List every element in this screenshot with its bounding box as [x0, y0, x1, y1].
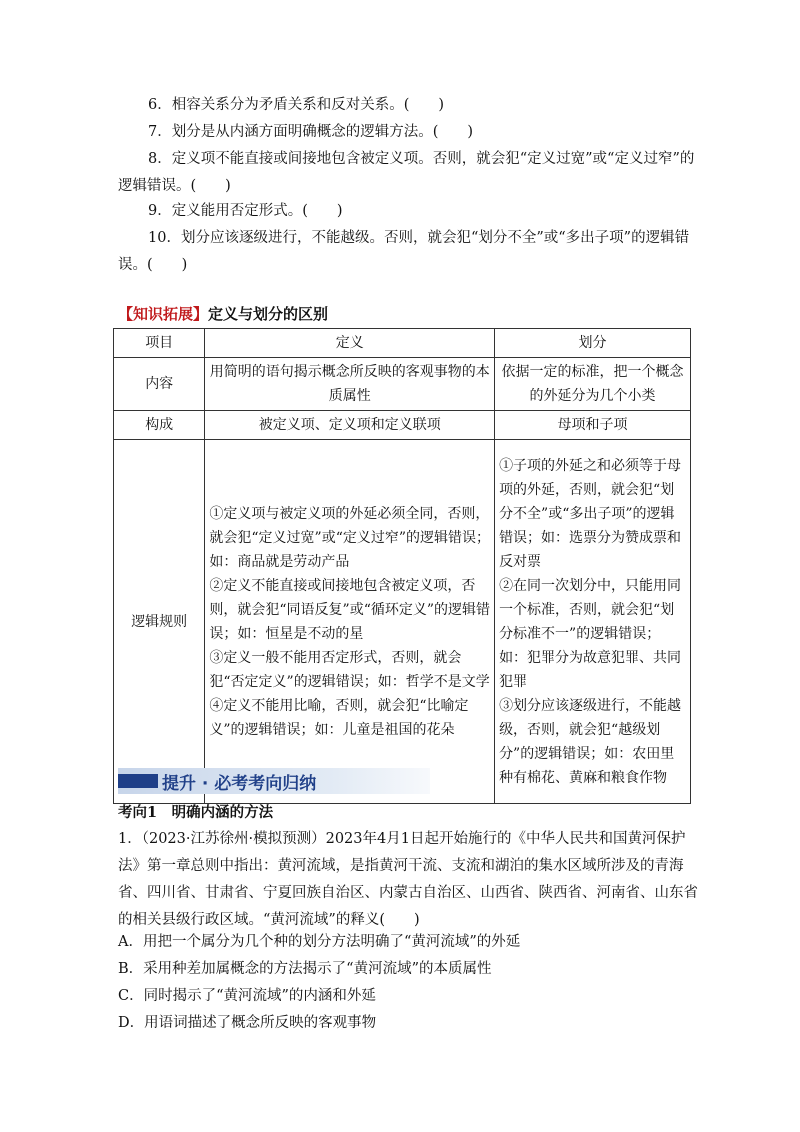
knowledge-bracket: 【知识拓展】 [118, 305, 209, 323]
banner-bar [118, 774, 158, 788]
question-10: 10．划分应该逐级进行，不能越级。否则，就会犯“划分不全”或“多出子项”的逻辑错误。( ) [118, 230, 690, 273]
comparison-table [113, 328, 691, 804]
table-cell: 用简明的语句揭示概念所反映的客观事物的本质属性 [205, 358, 495, 411]
option-b: B．采用种差加属概念的方法揭示了“黄河流域”的本质属性 [118, 961, 492, 977]
table-row-content [114, 358, 691, 411]
question-stem: 1．（2023·江苏徐州·模拟预测）2023年4月1日起开始施行的《中华人民共和国黄河保护法》第一章总则中指出：黄河流域，是指黄河干流、支流和湖泊的集水区域所涉及的青海省、四川省、甘肃省、宁夏回族自治区、内蒙古自治区、山西省、陕西省、河南省、山东省的相关县级行政区域。“黄河流域”的释义( ) [118, 831, 698, 928]
question-9: 9．定义能用否定形式。( ) [148, 203, 343, 219]
section-banner [118, 768, 430, 794]
definition-rule: ③定义一般不能用否定形式，否则，就会犯“否定定义”的逻辑错误；如：哲学不是文学 [209, 649, 490, 690]
table-row-rules [114, 440, 691, 804]
topic-heading: 考向1 明确内涵的方法 [118, 804, 274, 821]
option-a: A．用把一个属分为几个种的划分方法明确了“黄河流域”的外延 [118, 934, 521, 950]
table-header-cell: 划分 [495, 329, 691, 358]
definition-rule: ②定义不能直接或间接地包含被定义项，否则，就会犯“同语反复”或“循环定义”的逻辑错误；如：恒星是不动的星 [209, 577, 491, 642]
table-header-cell: 定义 [205, 329, 495, 358]
option-c: C．同时揭示了“黄河流域”的内涵和外延 [118, 988, 376, 1004]
question-6: 6．相容关系分为矛盾关系和反对关系。( ) [148, 97, 445, 113]
table-header-row [114, 329, 691, 358]
question-7: 7．划分是从内涵方面明确概念的逻辑方法。( ) [148, 124, 474, 140]
definition-rule: ④定义不能用比喻，否则，就会犯“比喻定义”的逻辑错误；如：儿童是祖国的花朵 [209, 697, 469, 738]
table-cell: 母项和子项 [495, 411, 691, 440]
table-row-form [114, 411, 691, 440]
division-rule: ③划分应该逐级进行，不能越级，否则，就会犯“越级划分”的逻辑错误；如：农田里种有棉花、黄麻和粮食作物 [499, 697, 682, 786]
table-cell: 内容 [114, 358, 205, 411]
table-header-cell: 项目 [114, 329, 205, 358]
table-cell: 构成 [114, 411, 205, 440]
knowledge-title: 定义与划分的区别 [208, 305, 329, 323]
table-cell: 逻辑规则 [114, 440, 205, 804]
division-rules-cell [495, 440, 691, 804]
table-cell: 被定义项、定义项和定义联项 [205, 411, 495, 440]
definition-rule: ①定义项与被定义项的外延必须全同，否则，就会犯“定义过宽”或“定义过窄”的逻辑错误；如：商品就是劳动产品 [209, 505, 491, 570]
banner-title: 提升 · 必考考向归纳 [162, 774, 317, 794]
division-rule: ②在同一次划分中，只能用同一个标准，否则，就会犯“划分标准不一”的逻辑错误；如：犯罪分为故意犯罪、共同犯罪 [499, 577, 682, 690]
division-rule: ①子项的外延之和必须等于母项的外延，否则，就会犯“划分不全”或“多出子项”的逻辑错误；如：选票分为赞成票和反对票 [499, 457, 682, 570]
table-cell: 依据一定的标准，把一个概念的外延分为几个小类 [495, 358, 691, 411]
option-d: D．用语词描述了概念所反映的客观事物 [118, 1015, 377, 1031]
question-8: 8．定义项不能直接或间接地包含被定义项。否则，就会犯“定义过宽”或“定义过窄”的逻辑错误。( ) [118, 151, 695, 194]
definition-rules-cell [205, 440, 495, 804]
knowledge-heading [118, 303, 328, 324]
